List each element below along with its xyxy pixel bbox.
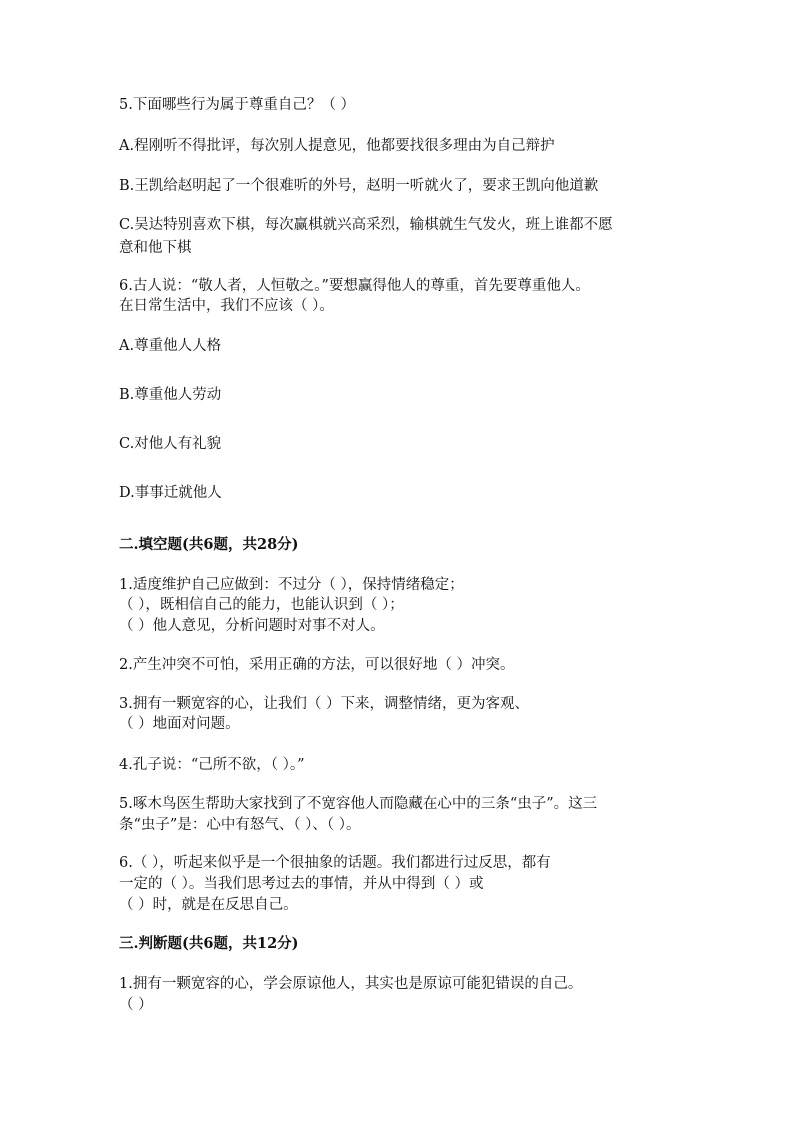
fill-question-1-line-1: 1.适度维护自己应做到：不过分（ ），保持情绪稳定； <box>119 577 464 593</box>
question-6-option-b: B.尊重他人劳动 <box>119 387 222 403</box>
fill-question-1-line-2: （ ），既相信自己的能力，也能认识到（ ）； <box>119 597 404 613</box>
fill-question-5-line-2: 条“虫子”是：心中有怒气、（ ）、（ ）。 <box>119 817 361 833</box>
section-2-heading: 二.填空题(共6题，共28分) <box>119 536 299 553</box>
question-6-option-a: A.尊重他人人格 <box>119 338 222 354</box>
question-6-option-d: D.事事迁就他人 <box>119 485 222 501</box>
question-6-stem-line-1: 6.古人说：“敬人者，人恒敬之。”要想赢得他人的尊重，首先要尊重他人。 <box>119 278 590 294</box>
question-5-option-b: B.王凯给赵明起了一个很难听的外号，赵明一听就火了，要求王凯向他道歉 <box>119 178 599 194</box>
fill-question-3-line-1: 3.拥有一颗宽容的心，让我们（ ）下来，调整情绪，更为客观、 <box>119 696 529 712</box>
fill-question-2: 2.产生冲突不可怕，采用正确的方法，可以很好地（ ）冲突。 <box>119 657 515 673</box>
judge-question-1-line-2: （ ） <box>119 997 153 1013</box>
fill-question-6-line-3: （ ）时，就是在反思自己。 <box>119 897 298 913</box>
fill-question-1-line-3: （ ）他人意见，分析问题时对事不对人。 <box>119 618 385 634</box>
fill-question-4: 4.孔子说：“己所不欲，（ ）。” <box>119 757 305 773</box>
question-5-option-a: A.程刚听不得批评，每次别人提意见，他都要找很多理由为自己辩护 <box>119 138 555 154</box>
judge-question-1-line-1: 1.拥有一颗宽容的心，学会原谅他人，其实也是原谅可能犯错误的自己。 <box>119 976 583 992</box>
question-5-stem: 5.下面哪些行为属于尊重自己？（ ） <box>119 97 355 113</box>
fill-question-3-line-2: （ ）地面对问题。 <box>119 716 240 732</box>
question-6-stem-line-2: 在日常生活中，我们不应该（ ）。 <box>119 298 334 314</box>
fill-question-6-line-1: 6.（ ），听起来似乎是一个很抽象的话题。我们都进行过反思，都有 <box>119 855 551 871</box>
section-3-heading: 三.判断题(共6题，共12分) <box>119 935 299 952</box>
fill-question-5-line-1: 5.啄木鸟医生帮助大家找到了不宽容他人而隐藏在心中的三条“虫子”。这三 <box>119 796 598 812</box>
question-5-option-c-line-1: C.吴达特别喜欢下棋，每次赢棋就兴高采烈，输棋就生气发火，班上谁都不愿 <box>119 217 613 233</box>
question-5-option-c-line-2: 意和他下棋 <box>119 240 192 256</box>
fill-question-6-line-2: 一定的（ ）。当我们思考过去的事情，并从中得到（ ）或 <box>119 876 484 892</box>
question-6-option-c: C.对他人有礼貌 <box>119 436 222 452</box>
